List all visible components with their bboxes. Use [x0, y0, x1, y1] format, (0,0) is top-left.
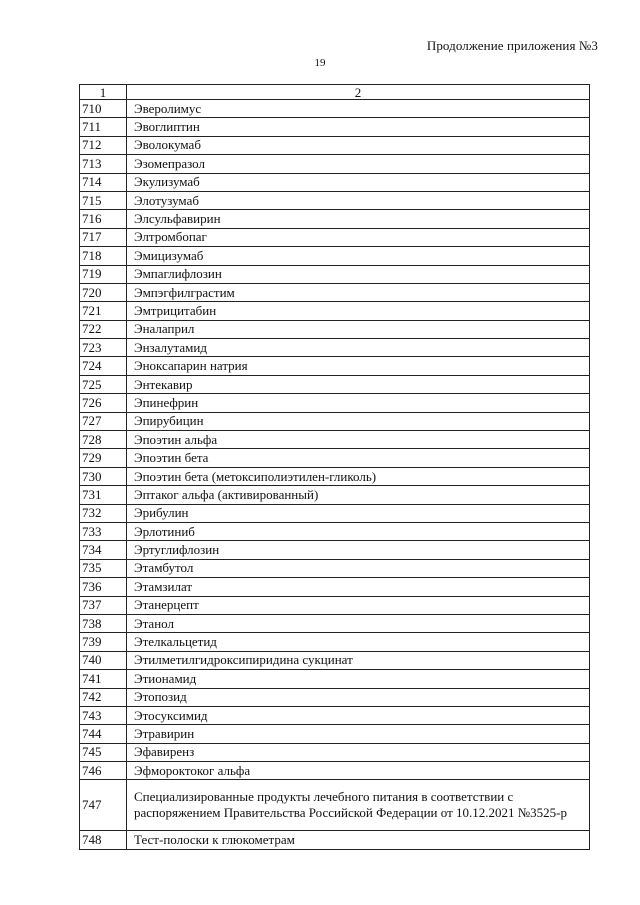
- medicine-name: Эверолимус: [127, 100, 590, 118]
- medicine-name: Эпоэтин альфа: [127, 431, 590, 449]
- table-row: [80, 614, 590, 632]
- medicine-name: Эноксапарин натрия: [127, 357, 590, 375]
- medicine-name: Эмтрицитабин: [127, 302, 590, 320]
- table-row: [80, 118, 590, 136]
- medicine-name: Эмицизумаб: [127, 247, 590, 265]
- medicine-name: Этелкальцетид: [127, 633, 590, 651]
- table-row: [80, 633, 590, 651]
- row-number: 738: [80, 614, 127, 632]
- row-number: 719: [80, 265, 127, 283]
- table-row: [80, 173, 590, 191]
- column-header-2: 2: [127, 85, 590, 100]
- medicine-name: Энтекавир: [127, 375, 590, 393]
- medicine-name: Эптаког альфа (активированный): [127, 486, 590, 504]
- medicine-name: Экулизумаб: [127, 173, 590, 191]
- row-number: 736: [80, 578, 127, 596]
- row-number: 735: [80, 559, 127, 577]
- page-number: 19: [314, 57, 326, 69]
- appendix-continuation-note: Продолжение приложения №3: [426, 38, 598, 53]
- table-row: [80, 247, 590, 265]
- medicine-name: Элотузумаб: [127, 191, 590, 209]
- table-row: [80, 651, 590, 669]
- medicine-name: Эвоглиптин: [127, 118, 590, 136]
- row-number: 740: [80, 651, 127, 669]
- medicine-name: Этамзилат: [127, 578, 590, 596]
- row-number: 744: [80, 725, 127, 743]
- medicine-name: Энзалутамид: [127, 339, 590, 357]
- row-number: 745: [80, 743, 127, 761]
- row-number: 739: [80, 633, 127, 651]
- medicine-name: Эзомепразол: [127, 155, 590, 173]
- table-row: [80, 100, 590, 118]
- medicine-name: Элтромбопаг: [127, 228, 590, 246]
- table-row: [80, 412, 590, 430]
- medicine-name: Эрибулин: [127, 504, 590, 522]
- table-row: [80, 449, 590, 467]
- medicine-name: Эволокумаб: [127, 136, 590, 154]
- table-row: [80, 831, 590, 849]
- row-number: 721: [80, 302, 127, 320]
- table-row: [80, 596, 590, 614]
- medicine-name: Этилметилгидроксипиридина сукцинат: [127, 651, 590, 669]
- table-row: [80, 136, 590, 154]
- medicine-name: Этопозид: [127, 688, 590, 706]
- row-number: 726: [80, 394, 127, 412]
- table-row: [80, 559, 590, 577]
- table-row: [80, 375, 590, 393]
- medicine-name: Эпоэтин бета (метоксиполиэтилен-гликоль): [127, 467, 590, 485]
- medicine-name: Этравирин: [127, 725, 590, 743]
- table-row: [80, 504, 590, 522]
- row-number: 712: [80, 136, 127, 154]
- row-number: 714: [80, 173, 127, 191]
- medicine-name: Эмпэгфилграстим: [127, 283, 590, 301]
- table-row: [80, 467, 590, 485]
- table-row: [80, 743, 590, 761]
- row-number: 737: [80, 596, 127, 614]
- table-row: [80, 762, 590, 780]
- table-header-row: [80, 85, 590, 100]
- table-row: [80, 578, 590, 596]
- row-number: 743: [80, 706, 127, 724]
- row-number: 722: [80, 320, 127, 338]
- row-number: 734: [80, 541, 127, 559]
- table-row: [80, 302, 590, 320]
- medicine-name: Эмпаглифлозин: [127, 265, 590, 283]
- row-number: 732: [80, 504, 127, 522]
- row-number: 716: [80, 210, 127, 228]
- table-row: [80, 228, 590, 246]
- medicine-name: Этионамид: [127, 670, 590, 688]
- table-row: [80, 688, 590, 706]
- medicine-name: Эпоэтин бета: [127, 449, 590, 467]
- medicine-name: Эпинефрин: [127, 394, 590, 412]
- table-row: [80, 357, 590, 375]
- table-row: [80, 706, 590, 724]
- row-number: 711: [80, 118, 127, 136]
- medicine-name: Эрлотиниб: [127, 522, 590, 540]
- table-row: [80, 155, 590, 173]
- row-number: 731: [80, 486, 127, 504]
- medicines-table: [79, 84, 590, 850]
- row-number: 729: [80, 449, 127, 467]
- table-row: [80, 780, 590, 831]
- table-row: [80, 522, 590, 540]
- table-row: [80, 265, 590, 283]
- medicine-name: Эртуглифлозин: [127, 541, 590, 559]
- medicine-name: Эналаприл: [127, 320, 590, 338]
- row-number: 728: [80, 431, 127, 449]
- table-row: [80, 283, 590, 301]
- table-row: [80, 394, 590, 412]
- row-number: 713: [80, 155, 127, 173]
- column-header-1: 1: [80, 85, 127, 100]
- table-row: [80, 210, 590, 228]
- table-row: [80, 725, 590, 743]
- row-number: 723: [80, 339, 127, 357]
- row-number: 748: [80, 831, 127, 849]
- row-number: 715: [80, 191, 127, 209]
- medicine-name: Тест-полоски к глюкометрам: [127, 831, 590, 849]
- row-number: 742: [80, 688, 127, 706]
- row-number: 724: [80, 357, 127, 375]
- medicine-name: Элсульфавирин: [127, 210, 590, 228]
- row-number: 725: [80, 375, 127, 393]
- medicine-name: Эфавиренз: [127, 743, 590, 761]
- medicine-name: Эфмороктоког альфа: [127, 762, 590, 780]
- table-row: [80, 670, 590, 688]
- row-number: 718: [80, 247, 127, 265]
- medicine-name: Этамбутол: [127, 559, 590, 577]
- row-number: 717: [80, 228, 127, 246]
- table-row: [80, 191, 590, 209]
- table-row: [80, 431, 590, 449]
- medicine-name: Эпирубицин: [127, 412, 590, 430]
- row-number: 733: [80, 522, 127, 540]
- table-row: [80, 320, 590, 338]
- row-number: 741: [80, 670, 127, 688]
- row-number: 746: [80, 762, 127, 780]
- row-number: 727: [80, 412, 127, 430]
- row-number: 710: [80, 100, 127, 118]
- table-row: [80, 339, 590, 357]
- table-row: [80, 486, 590, 504]
- row-number: 730: [80, 467, 127, 485]
- row-number: 747: [80, 780, 127, 831]
- row-number: 720: [80, 283, 127, 301]
- medicine-name: Этанерцепт: [127, 596, 590, 614]
- medicine-name: Этосуксимид: [127, 706, 590, 724]
- medicine-name: Этанол: [127, 614, 590, 632]
- medicine-name: Специализированные продукты лечебного питания в соответствии с распоряжением Правительства Российской Федерации от 10.12.2021 №3525-р: [127, 780, 590, 831]
- table-row: [80, 541, 590, 559]
